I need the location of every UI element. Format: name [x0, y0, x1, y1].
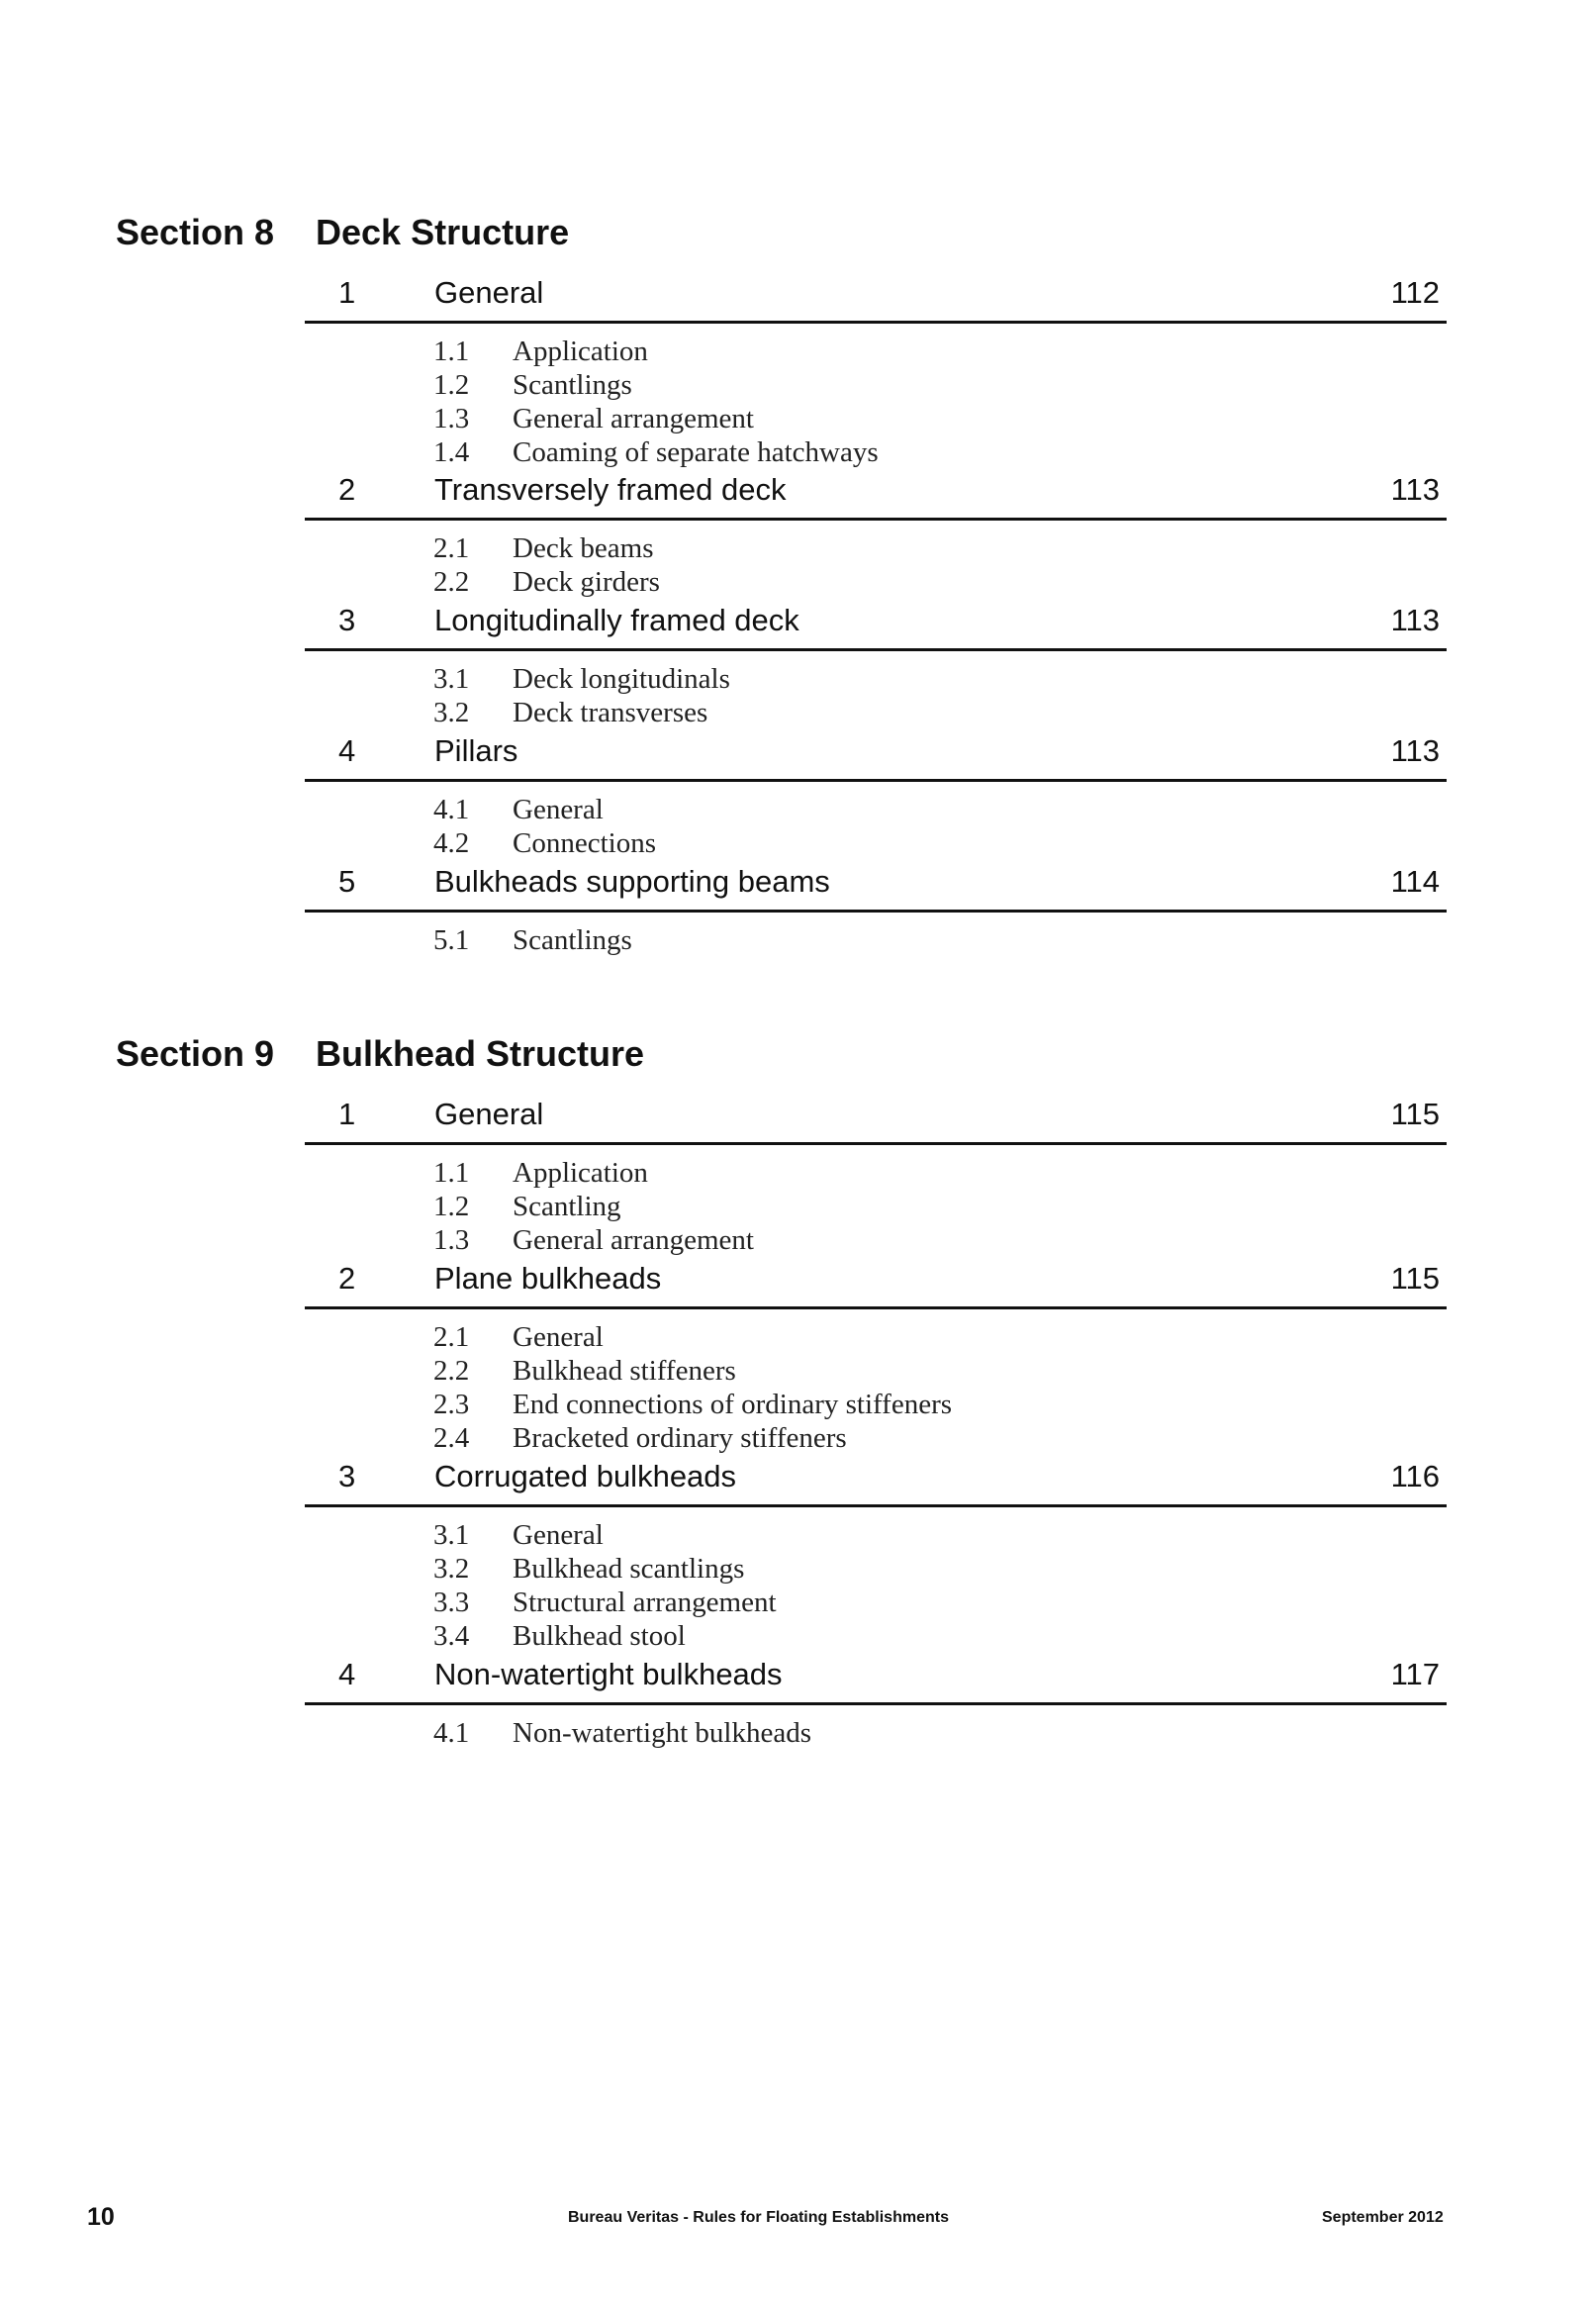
article-title: Plane bulkheads — [434, 1261, 662, 1296]
subarticle-number: 4.1 — [433, 1717, 470, 1749]
subarticle-item[interactable] — [433, 1388, 1225, 1421]
subarticle-item[interactable] — [433, 1354, 1225, 1388]
article-heading[interactable] — [305, 1091, 1447, 1145]
page-number: 10 — [87, 2203, 115, 2231]
subarticle-number: 1.1 — [433, 336, 470, 367]
article-title: Transversely framed deck — [434, 472, 787, 507]
article-title: General — [434, 275, 544, 310]
article-title: Bulkheads supporting beams — [434, 864, 830, 899]
article-number: 1 — [338, 1097, 356, 1131]
subarticle-title: Bulkhead stool — [513, 1620, 686, 1652]
subarticle-item[interactable] — [433, 793, 1225, 826]
article-title: Longitudinally framed deck — [434, 603, 799, 637]
subarticle-number: 3.2 — [433, 1553, 470, 1585]
section-title: Bulkhead Structure — [316, 1033, 645, 1074]
subarticle-number: 1.2 — [433, 369, 470, 401]
subarticle-item[interactable] — [433, 435, 1225, 469]
article-title: Pillars — [434, 733, 518, 768]
subarticle-list — [433, 1156, 1225, 1257]
subarticle-list — [433, 793, 1225, 860]
article-heading[interactable] — [305, 1453, 1447, 1507]
subarticle-title: Bulkhead scantlings — [513, 1553, 745, 1585]
section-title: Deck Structure — [316, 212, 570, 252]
subarticle-title: Bulkhead stiffeners — [513, 1355, 736, 1387]
section-label: Section 9 — [116, 1033, 275, 1074]
subarticle-item[interactable] — [433, 1320, 1225, 1354]
article-number: 2 — [338, 472, 356, 507]
subarticle-number: 1.4 — [433, 436, 470, 468]
subarticle-list — [433, 531, 1225, 599]
subarticle-item[interactable] — [433, 1586, 1225, 1619]
footer-date: September 2012 — [1322, 2209, 1444, 2226]
article-number: 5 — [338, 864, 356, 899]
subarticle-title: Connections — [513, 827, 656, 859]
subarticle-title: Bracketed ordinary stiffeners — [513, 1422, 847, 1454]
subarticle-item[interactable] — [433, 1619, 1225, 1653]
subarticle-title: General — [513, 1321, 604, 1353]
article-page: 113 — [1390, 472, 1440, 507]
subarticle-number: 3.1 — [433, 663, 470, 695]
subarticle-number: 5.1 — [433, 924, 470, 956]
subarticle-item[interactable] — [433, 826, 1225, 860]
subarticle-title: Scantlings — [513, 369, 632, 401]
subarticle-title: Non-watertight bulkheads — [513, 1717, 812, 1749]
subarticle-title: Coaming of separate hatchways — [513, 436, 879, 468]
subarticle-item[interactable] — [433, 1156, 1225, 1190]
subarticle-item[interactable] — [433, 696, 1225, 729]
subarticle-title: Scantling — [513, 1191, 621, 1222]
article-heading[interactable] — [305, 1651, 1447, 1705]
subarticle-item[interactable] — [433, 531, 1225, 565]
subarticle-item[interactable] — [433, 1223, 1225, 1257]
article-heading[interactable] — [305, 597, 1447, 651]
article-heading[interactable] — [305, 466, 1447, 521]
article-title: General — [434, 1097, 544, 1131]
subarticle-number: 1.2 — [433, 1191, 470, 1222]
subarticle-title: Deck girders — [513, 566, 660, 598]
subarticle-number: 4.1 — [433, 794, 470, 825]
subarticle-item[interactable] — [433, 565, 1225, 599]
subarticle-number: 3.1 — [433, 1519, 470, 1551]
subarticle-title: Application — [513, 1157, 648, 1189]
subarticle-list — [433, 1716, 1225, 1750]
article-page: 115 — [1390, 1097, 1440, 1131]
article-heading[interactable] — [305, 727, 1447, 782]
subarticle-title: General — [513, 1519, 604, 1551]
article-heading[interactable] — [305, 269, 1447, 324]
subarticle-list — [433, 1320, 1225, 1455]
article-page: 117 — [1390, 1657, 1440, 1691]
subarticle-title: General arrangement — [513, 1224, 754, 1256]
page-footer — [0, 2203, 1596, 2243]
subarticle-item[interactable] — [433, 1421, 1225, 1455]
subarticle-number: 2.4 — [433, 1422, 470, 1454]
subarticle-item[interactable] — [433, 1552, 1225, 1586]
subarticle-item[interactable] — [433, 923, 1225, 957]
subarticle-item[interactable] — [433, 368, 1225, 402]
subarticle-number: 4.2 — [433, 827, 470, 859]
section-heading — [0, 1033, 1596, 1083]
subarticle-number: 3.3 — [433, 1587, 470, 1618]
subarticle-title: Deck longitudinals — [513, 663, 730, 695]
section-heading — [0, 212, 1596, 261]
subarticle-list — [433, 335, 1225, 469]
subarticle-title: General — [513, 794, 604, 825]
subarticle-number: 1.3 — [433, 403, 470, 434]
article-page: 116 — [1390, 1459, 1440, 1493]
article-page: 113 — [1390, 603, 1440, 637]
subarticle-item[interactable] — [433, 1518, 1225, 1552]
subarticle-number: 1.3 — [433, 1224, 470, 1256]
article-page: 114 — [1390, 864, 1440, 899]
subarticle-number: 2.1 — [433, 1321, 470, 1353]
subarticle-title: Application — [513, 336, 648, 367]
subarticle-title: End connections of ordinary stiffeners — [513, 1389, 953, 1420]
subarticle-number: 2.2 — [433, 566, 470, 598]
article-number: 3 — [338, 603, 356, 637]
article-title: Non-watertight bulkheads — [434, 1657, 783, 1691]
article-page: 113 — [1390, 733, 1440, 768]
article-number: 4 — [338, 733, 356, 768]
subarticle-number: 3.4 — [433, 1620, 470, 1652]
section-label: Section 8 — [116, 212, 275, 252]
article-heading[interactable] — [305, 858, 1447, 913]
subarticle-title: General arrangement — [513, 403, 754, 434]
subarticle-title: Deck transverses — [513, 697, 708, 728]
subarticle-item[interactable] — [433, 662, 1225, 696]
article-title: Corrugated bulkheads — [434, 1459, 737, 1493]
subarticle-title: Deck beams — [513, 532, 654, 564]
article-heading[interactable] — [305, 1255, 1447, 1309]
article-page: 115 — [1390, 1261, 1440, 1296]
subarticle-item[interactable] — [433, 1190, 1225, 1223]
subarticle-number: 1.1 — [433, 1157, 470, 1189]
subarticle-title: Structural arrangement — [513, 1587, 777, 1618]
subarticle-number: 3.2 — [433, 697, 470, 728]
article-number: 3 — [338, 1459, 356, 1493]
subarticle-item[interactable] — [433, 1716, 1225, 1750]
footer-publication-title: Bureau Veritas - Rules for Floating Establishments — [568, 2209, 949, 2226]
article-number: 4 — [338, 1657, 356, 1691]
subarticle-title: Scantlings — [513, 924, 632, 956]
subarticle-number: 2.1 — [433, 532, 470, 564]
subarticle-number: 2.3 — [433, 1389, 470, 1420]
article-number: 1 — [338, 275, 356, 310]
subarticle-list — [433, 923, 1225, 957]
subarticle-item[interactable] — [433, 335, 1225, 368]
subarticle-list — [433, 1518, 1225, 1653]
subarticle-number: 2.2 — [433, 1355, 470, 1387]
article-page: 112 — [1390, 275, 1440, 310]
article-number: 2 — [338, 1261, 356, 1296]
subarticle-item[interactable] — [433, 402, 1225, 435]
subarticle-list — [433, 662, 1225, 729]
